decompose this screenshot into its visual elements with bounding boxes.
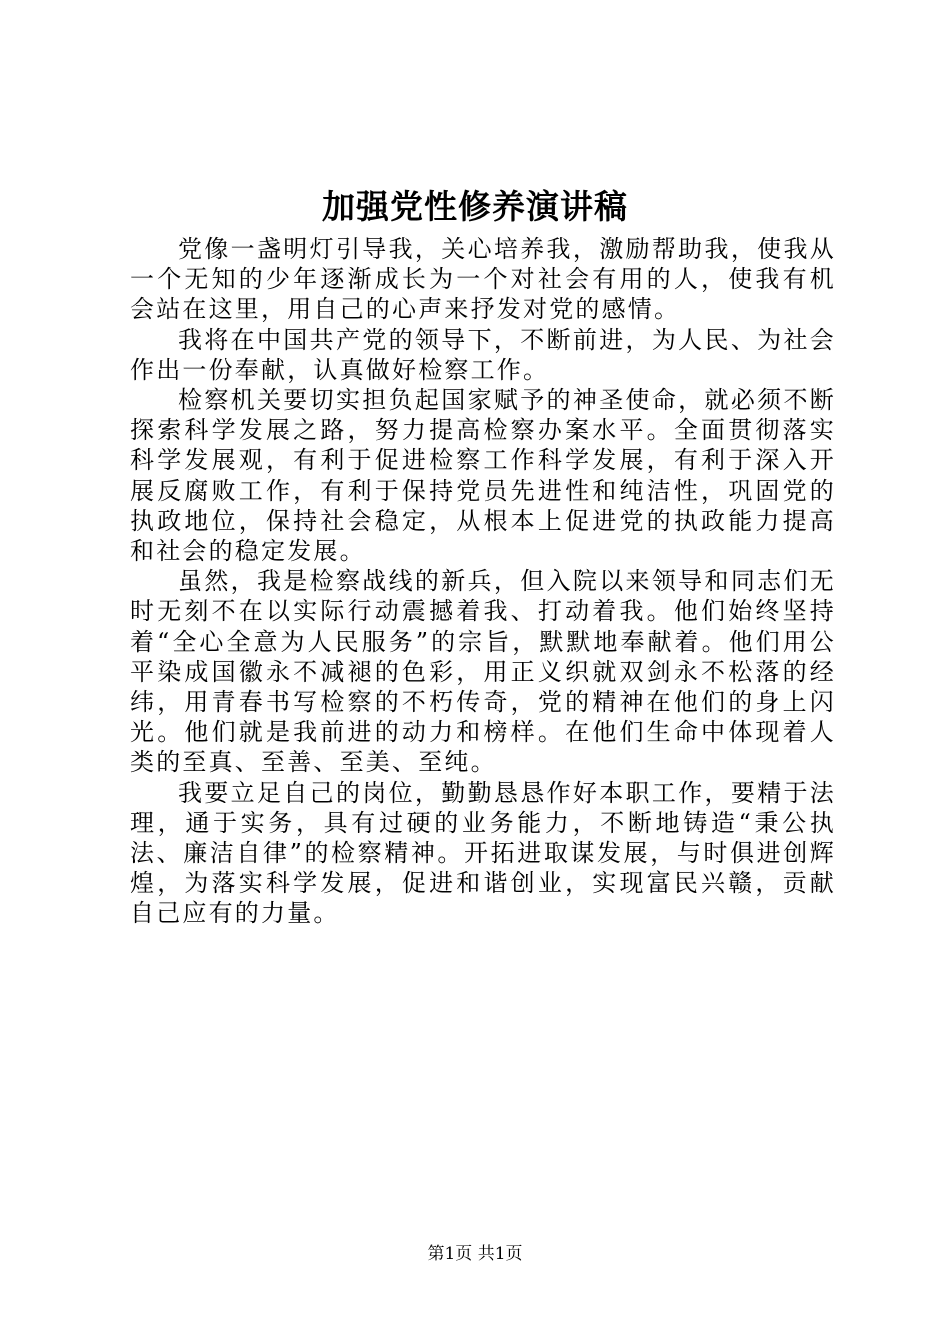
paragraph-4: 虽然，我是检察战线的新兵，但入院以来领导和同志们无时无刻不在以实际行动震撼着我、打动着我。他们始终坚持着“全心全意为人民服务”的宗旨，默默地奉献着。他们用公平染成国徽永不减褪的色彩，用正义织就双剑永不松落的经纬，用青春书写检察的不朽传奇，党的精神在他们的身上闪光。他们就是我前进的动力和榜样。在他们生命中体现着人类的至真、至善、至美、至纯。	[130, 567, 836, 777]
document-body	[130, 234, 836, 929]
paragraph-3: 检察机关要切实担负起国家赋予的神圣使命，就必须不断探索科学发展之路，努力提高检察办案水平。全面贯彻落实科学发展观，有利于促进检察工作科学发展，有利于深入开展反腐败工作，有利于保持党员先进性和纯洁性，巩固党的执政地位，保持社会稳定，从根本上促进党的执政能力提高和社会的稳定发展。	[130, 386, 836, 566]
paragraph-5: 我要立足自己的岗位，勤勤恳恳作好本职工作，要精于法理，通于实务，具有过硬的业务能力，不断地铸造“秉公执法、廉洁自律”的检察精神。开拓进取谋发展，与时俱进创辉煌，为落实科学发展，促进和谐创业，实现富民兴赣，贡献自己应有的力量。	[130, 778, 836, 928]
document-title: 加强党性修养演讲稿	[322, 187, 628, 226]
page-footer: 第1页 共1页	[427, 1244, 523, 1264]
paragraph-2: 我将在中国共产党的领导下，不断前进，为人民、为社会作出一份奉献，认真做好检察工作。	[130, 325, 836, 384]
paragraph-1: 党像一盏明灯引导我，关心培养我，激励帮助我，使我从一个无知的少年逐渐成长为一个对社会有用的人，使我有机会站在这里，用自己的心声来抒发对党的感情。	[130, 235, 836, 324]
